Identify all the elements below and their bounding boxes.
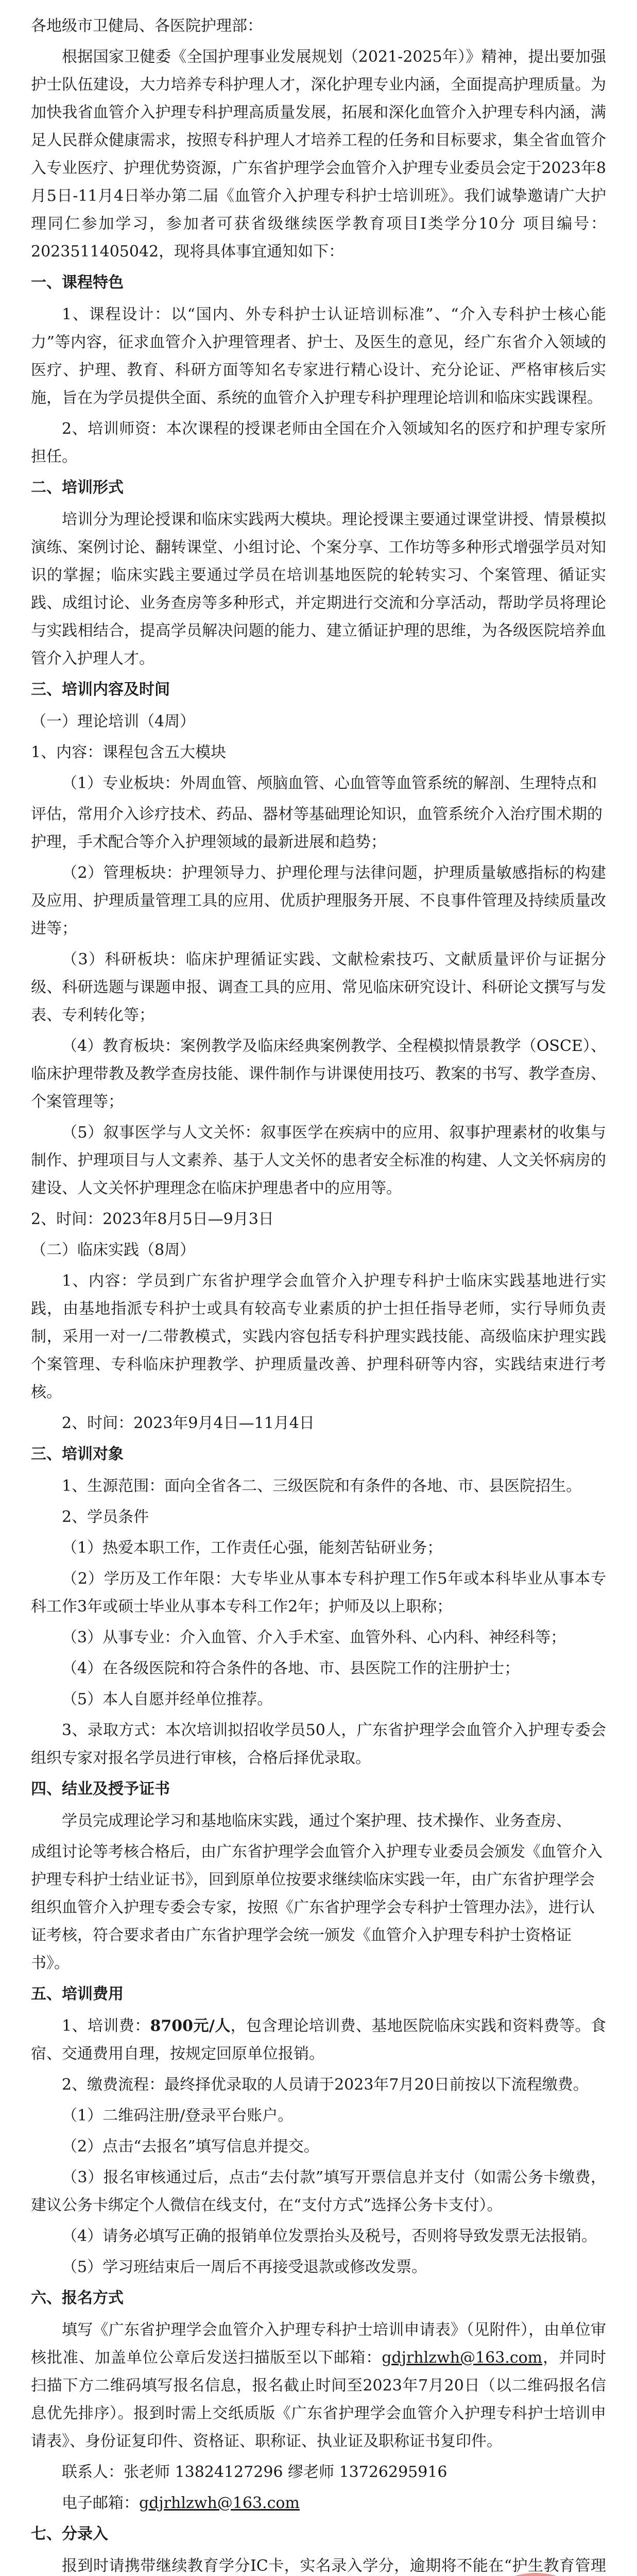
clinical-time-line: 2、时间：2023年9月4日—11月4日 [62,1414,315,1432]
condition-1: （1）热爱本职工作，工作责任心强，能刻苦钻研业务； [62,1539,443,1557]
email-line [31,2489,606,2517]
condition-3: （3）从事专业：介入血管、介入手术室、血管外科、心内科、神经科等； [62,1629,566,1647]
module-4-education: （4）教育板块：案例教学及临床经典案例教学、全程模拟情景教学（OSCE）、临床护理带教及教学查房技能、课件制作与讲课使用技巧、教案的书写、教学查房、个案管理等； [31,1037,606,1111]
module-3-research: （3）科研板块：临床护理循证实践、文献检索技巧、文献质量评价与证据分级、科研选题与课题申报、调查工具的应用、常见临床研究设计、科研论文撰写与发表、专利转化等； [31,951,606,1024]
module-1-part-a: （1）专业板块：外周血管、颅脑血管、心血管等血管系统的解剖、生理特点和 [62,774,597,792]
section-content-time-title: 三、培训内容及时间 [31,681,170,699]
module-2-management: （2）管理板块：护理领导力、护理伦理与法律问题，护理质量敏感指标的构建及应用、护理质量管理工具的应用、优质护理服务开展、不良事件管理及持续质量改进等； [31,864,606,938]
section-credits-title: 七、分录入 [31,2525,108,2543]
section-training-format-title: 二、培训形式 [31,479,124,497]
theory-time-line: 2、时间：2023年8月5日—9月3日 [31,1210,274,1228]
clinical-practice-paragraph: 1、内容：学员到广东省护理学会血管介入护理专科护士临床实践基地进行实践，由基地指派专科护士或具有较高专业素质的护士担任指导老师，实行导师负责制，采用一对一/二带教模式，实践内容包括专科护理实践技能、高级临床护理实践个案管理、专科临床护理教学、护理质量改善、护理科研等内容，实践结束进行考核。 [31,1272,606,1401]
enrollment-scope-paragraph: 1、生源范围：面向全省各二、三级医院和有条件的各地、市、县医院招生。 [62,1477,582,1495]
registration-text-a: 填写《广东省护理学会血管介入护理专科护士培训申请表》（见附件），由单位审核批准、加盖单位公章后发送扫描版至以下邮箱： [31,2321,606,2367]
email-label: 电子邮箱： [62,2494,139,2512]
clinical-practice-subtitle: （二）临床实践（8周） [31,1241,196,1259]
payment-step-3: （3）报名审核通过后，点击“去付款”填写开票信息并支付（如需公务卡缴费，建议公务卡绑定个人微信在线支付，在“支付方式”选择公务卡支付）。 [31,2168,606,2214]
module-1-part-b: 评估，常用介入诊疗技术、药品、器材等基础理论知识，血管系统介入治疗围术期的护理，手术配合等介入护理领域的最新进展和趋势； [31,805,602,851]
contact-line: 联系人：张老师 13824127296 缪老师 13726295916 [62,2463,447,2481]
course-design-paragraph: 1、课程设计：以“国内、外专科护士认证培训标准”、“介入专科护士核心能力”等内容，征求血管介入护理管理者、护士、及医生的意见，经广东省介入领域的医疗、护理、教育、科研方面等知名专家进行精心设计、充分论证、严格审核后实施，旨在为学员提供全面、系统的血管介入护理专科护理理论培训和临床实践课程。 [31,306,606,407]
fee-details: ，包含理论培训费、基地医院临床实践和资料费等。食宿、交通费用自理，按规定回原单位报销。 [31,2017,607,2063]
payment-step-1: （1）二维码注册/登录平台账户。 [62,2107,294,2125]
trainee-conditions-heading: 2、学员条件 [62,1508,149,1526]
payment-step-2: （2）点击“去报名”填写信息并提交。 [62,2138,319,2156]
payment-process-paragraph: 2、缴费流程：最终择优录取的人员请于2023年7月20日前按以下流程缴费。 [62,2076,589,2094]
faculty-paragraph: 2、培训师资：本次课程的授课老师由全国在介入领域知名的医疗和护理专家所担任。 [31,420,606,466]
module-5-narrative-medicine: （5）叙事医学与人文关怀：叙事医学在疾病中的应用、叙事护理素材的收集与制作、护理项目与人文素养、基于人文关怀的患者安全标准的构建、人文关怀病房的建设、人文关怀护理理念在临床护理患者中的应用等。 [31,1124,606,1197]
section-course-features-title: 一、课程特色 [31,274,124,292]
registration-paragraph [31,2316,606,2455]
registration-email-link[interactable]: gdjrhlzwh@163.com [382,2349,543,2367]
section-trainees-title: 三、培训对象 [31,1445,124,1463]
condition-5: （5）本人自愿并经单位推荐。 [62,1690,273,1708]
credits-paragraph: 报到时请携带继续教育学分IC卡，实名录入学分，逾期将不能在“护生教育管理 [62,2557,606,2575]
certificate-paragraph-part-a: 学员完成理论学习和基地临床实践，通过个案护理、技术操作、业务查房、 [62,1812,572,1830]
payment-step-4: （4）请务必填写正确的报销单位发票抬头及税号，否则将导致发票无法报销。 [62,2227,597,2245]
admission-method-paragraph: 3、录取方式：本次培训拟招收学员50人，广东省护理学会血管介入护理专委会组织专家对报名学员进行审核，合格后择优录取。 [31,1721,606,1767]
theory-training-subtitle: （一）理论培训（4周） [31,713,196,731]
intro-paragraph: 根据国家卫健委《全国护理事业发展规划（2021-2025年）》精神，提出要加强护士队伍建设，大力培养专科护理人才，深化护理专业内涵，全面提高护理质量。为加快我省血管介入护理专科护理高质量发展，拓展和深化血管介入护理专科内涵，满足人民群众健康需求，按照专科护理人才培养工程的任务和目标要求，集全省血管介入专业医疗、护理优势资源，广东省护理学会血管介入护理专业委员会定于2023年8月5日-11月4日举办第二届《血管介入护理专科护士培训班》。我们诚挚邀请广大护理同仁参加学习，参加者可获省级继续医学教育项目Ⅰ类学分10分 项目编号：2023511405042，现将具体事宜通知如下： [31,48,606,261]
fee-label: 1、培训费： [62,2017,150,2035]
training-format-paragraph: 培训分为理论授课和临床实践两大模块。理论授课主要通过课堂讲授、情景模拟演练、案例讨论、翻转课堂、小组讨论、个案分享、工作坊等多种形式增强学员对知识的掌握；临床实践主要通过学员在培训基地医院的轮转实习、个案管理、循证实践、成组讨论、业务查房等多种形式，并定期进行交流和分享活动，帮助学员将理论与实践相结合，提高学员解决问题的能力、建立循证护理的思维，为各级医院培养血管介入护理人才。 [31,511,606,668]
official-seal-icon [458,2570,613,2576]
fee-paragraph [31,2012,606,2068]
section-certificate-title: 四、结业及授予证书 [31,1780,170,1798]
section-fees-title: 五、培训费用 [31,1985,124,2003]
contact-email-link[interactable]: gdjrhlzwh@163.com [139,2494,300,2512]
condition-4: （4）在各级医院和符合条件的各地、市、县医院工作的注册护士； [62,1659,520,1677]
condition-2: （2）学历及工作年限：大专毕业从事本专科护理工作5年或本科毕业从事本专科工作3年或硕士毕业从事本专科工作2年；护师及以上职称； [31,1570,606,1616]
fee-amount: 8700元/人 [150,2017,231,2035]
certificate-paragraph-part-b: 成组讨论等考核合格后，由广东省护理学会血管介入护理专业委员会颁发《血管介入护理专科护士结业证书》，回到原单位按要求继续临床实践一年，由广东省护理学会组织血管介入护理专委会专家，按照《广东省护理学会专科护士管理办法》，进行认证考核，符合要求者由广东省护理学会统一颁发《血管介入护理专科护士资格证书》。 [31,1843,602,1972]
payment-step-5: （5）学习班结束后一周后不再接受退款或修改发票。 [62,2258,427,2276]
section-registration-title: 六、报名方式 [31,2289,124,2307]
salutation: 各地级市卫健局、各医院护理部： [31,17,263,35]
registration-text-b: ，并同时扫描下方二维码填写报名信息，报名截止时间至2023年7月20日（以二维码报名信息优先排序）。报到时需上交纸质版《广东省护理学会血管介入护理专科护士培训申请表》、身份证复印件、资格证、职称证、执业证及职称证书复印件。 [31,2349,607,2450]
theory-content-line: 1、内容：课程包含五大模块 [31,743,227,761]
